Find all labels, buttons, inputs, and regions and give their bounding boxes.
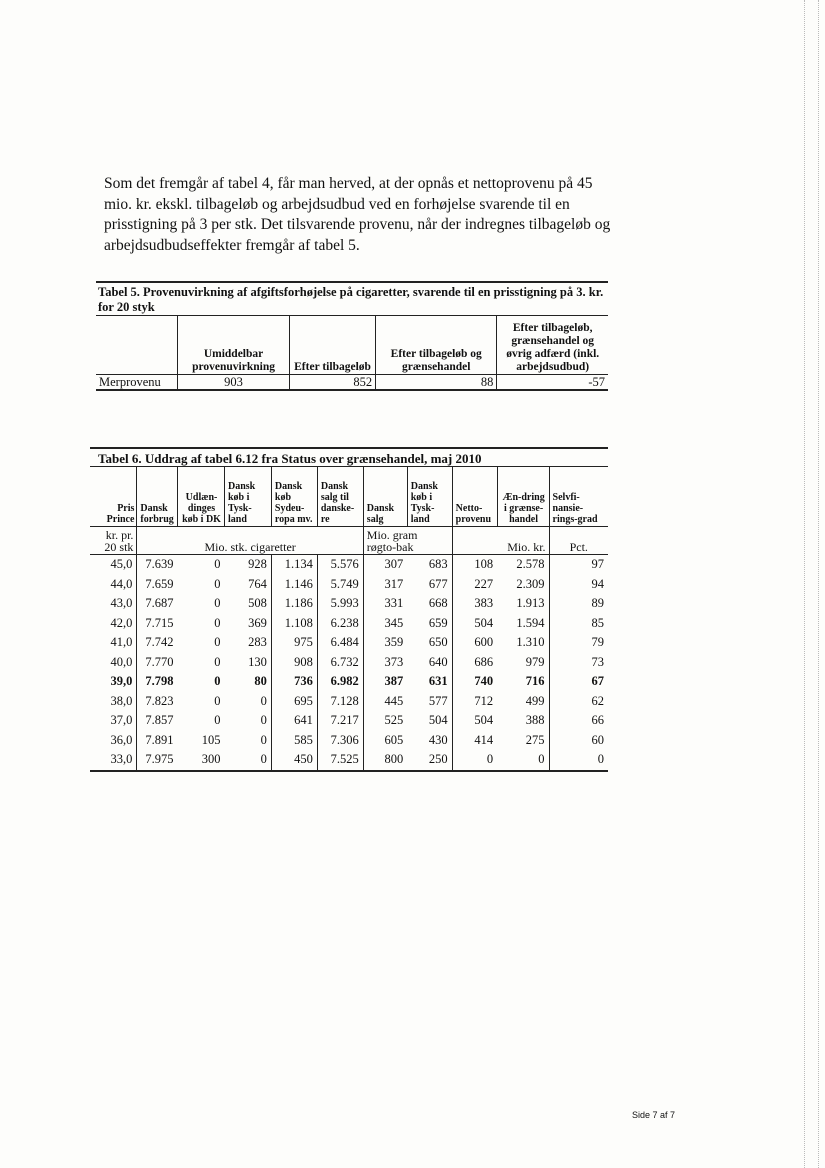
table-cell: 0 (452, 750, 497, 771)
table-cell: 7.770 (137, 653, 178, 673)
table-cell: 6.982 (317, 672, 363, 692)
table-cell: 695 (271, 692, 317, 712)
table-cell: 659 (428, 615, 448, 630)
table-cell: 764 (248, 576, 267, 591)
table-cell: 508 (248, 596, 267, 610)
table-row (90, 614, 608, 634)
table-cell: 0 (214, 693, 221, 708)
table-cell: 7.687 (137, 594, 178, 614)
table-cell: 577 (428, 693, 448, 708)
table-cell: 80 (254, 674, 267, 688)
table-5-row-label: Merprovenu (96, 375, 178, 391)
table-cell: 60 (549, 731, 608, 751)
table-cell: 0 (260, 693, 267, 708)
table-cell: 85 (549, 614, 608, 634)
table-cell: 6.732 (317, 653, 363, 673)
page-edge-line (818, 0, 819, 1168)
table-cell: 275 (525, 732, 545, 747)
table-cell: 0 (214, 713, 221, 727)
table-cell: 525 (363, 711, 407, 731)
table-6-header-cell: Netto-provenu (452, 467, 497, 527)
price-cell: 39,0 (110, 674, 133, 688)
price-cell: 41,0 (110, 635, 133, 649)
table-6-title: Tabel 6. Uddrag af tabel 6.12 fra Status over grænsehandel, maj 2010 (90, 448, 608, 467)
table-cell: 2.578 (516, 557, 545, 571)
table-cell: 0 (214, 596, 221, 610)
table-cell: 716 (525, 674, 545, 688)
table-cell: 908 (271, 653, 317, 673)
table-6-header-cell: Pris Prince (90, 467, 137, 527)
table-cell: 7.891 (137, 731, 178, 751)
table-5-cell: 903 (178, 375, 290, 391)
table-cell: 6.238 (317, 614, 363, 634)
table-cell: 504 (428, 713, 448, 727)
table-cell: 105 (201, 732, 221, 747)
table-row (90, 555, 608, 575)
price-cell: 40,0 (110, 654, 133, 669)
table-cell: 1.108 (271, 614, 317, 634)
table-cell: 0 (260, 713, 267, 727)
table-5-cell: 88 (376, 375, 497, 391)
table-cell: 388 (525, 713, 545, 727)
table-6-header-cell: Dansk køb i Tysk-land (407, 467, 452, 527)
price-cell: 38,0 (110, 693, 133, 708)
table-row (90, 731, 608, 751)
table-cell: 979 (525, 654, 545, 669)
table-cell: 387 (363, 672, 407, 692)
table-cell: 504 (452, 614, 497, 634)
table-cell: 605 (363, 731, 407, 751)
table-cell: 640 (428, 654, 448, 669)
table-cell: 712 (452, 692, 497, 712)
table-cell: 79 (549, 633, 608, 653)
table-cell: 7.659 (137, 575, 178, 595)
table-cell: 7.128 (317, 692, 363, 712)
table-cell: 283 (248, 635, 267, 649)
table-cell: 1.146 (271, 575, 317, 595)
table-5-header-cell: Efter tilbageløb (289, 316, 375, 375)
table-cell: 499 (525, 693, 545, 708)
table-cell: 414 (452, 731, 497, 751)
table-cell: 585 (271, 731, 317, 751)
table-6-header-cell: Dansk salg til danske-re (317, 467, 363, 527)
table-6-body (90, 555, 608, 771)
table-6-header-cell: Dansk køb Sydeu-ropa mv. (271, 467, 317, 527)
table-6-header-cell: Selvfi-nansie-rings-grad (549, 467, 608, 527)
table-5-header-cell (96, 316, 178, 375)
unit-price: kr. pr. 20 stk (90, 527, 137, 555)
table-cell: 0 (497, 750, 549, 771)
table-cell: 445 (363, 692, 407, 712)
table-cell: 89 (549, 594, 608, 614)
table-cell: 0 (214, 674, 221, 688)
table-cell: 686 (452, 653, 497, 673)
table-cell: 650 (428, 635, 448, 649)
table-cell: 0 (214, 654, 221, 669)
table-cell: 94 (549, 575, 608, 595)
table-cell: 7.217 (317, 711, 363, 731)
table-6-header-cell: Udlæn-dinges køb i DK (178, 467, 225, 527)
table-cell: 7.823 (137, 692, 178, 712)
table-cell: 736 (271, 672, 317, 692)
table-5-header-cell: Efter tilbageløb, grænsehandel og øvrig adfærd (inkl. arbejdsudbud) (497, 316, 608, 375)
unit-pct: Pct. (549, 527, 608, 555)
price-cell: 43,0 (110, 596, 133, 610)
table-cell: 62 (549, 692, 608, 712)
price-cell: 45,0 (110, 557, 133, 571)
table-cell: 5.576 (317, 555, 363, 575)
price-cell: 33,0 (90, 750, 137, 771)
table-cell: 317 (363, 575, 407, 595)
table-cell: 369 (248, 615, 267, 630)
table-cell: 6.484 (317, 633, 363, 653)
table-cell: 0 (260, 732, 267, 747)
table-6-header-cell: Dansk salg (363, 467, 407, 527)
table-row (90, 692, 608, 712)
table-5-header-row (96, 316, 608, 375)
table-row (90, 653, 608, 673)
table-6-units-row (90, 527, 608, 555)
table-cell: 7.525 (317, 750, 363, 771)
table-row (90, 711, 608, 731)
table-cell: 430 (428, 732, 448, 747)
table-cell: 928 (248, 557, 267, 571)
table-6-header-cell: Æn-dring i grænse-handel (497, 467, 549, 527)
table-cell: 740 (452, 672, 497, 692)
table-cell: 7.306 (317, 731, 363, 751)
table-5 (96, 281, 608, 391)
table-cell: 331 (363, 594, 407, 614)
table-cell: 0 (214, 576, 221, 591)
table-cell: 0 (214, 615, 221, 630)
table-cell: 5.749 (317, 575, 363, 595)
table-cell: 383 (452, 594, 497, 614)
unit-cigarettes: Mio. stk. cigaretter (137, 527, 363, 555)
price-cell: 36,0 (110, 732, 133, 747)
price-cell: 42,0 (110, 615, 133, 630)
table-cell: 1.310 (516, 635, 545, 649)
table-cell: 373 (363, 653, 407, 673)
table-cell: 1.134 (271, 555, 317, 575)
table-5-header-cell: Umiddelbar provenuvirkning (178, 316, 290, 375)
table-6-header-cell: Dansk forbrug (137, 467, 178, 527)
table-cell: 683 (428, 557, 448, 571)
table-cell: 677 (428, 576, 448, 591)
table-cell: 7.639 (137, 555, 178, 575)
table-cell: 345 (363, 614, 407, 634)
table-cell: 97 (549, 555, 608, 575)
table-cell: 1.186 (271, 594, 317, 614)
table-cell: 7.798 (137, 672, 178, 692)
table-cell: 0 (224, 750, 271, 771)
table-row (90, 672, 608, 692)
price-cell: 44,0 (110, 576, 133, 591)
table-cell: 67 (549, 672, 608, 692)
table-6-header-row (90, 467, 608, 527)
table-cell: 2.309 (516, 576, 545, 591)
table-5-cell: 852 (289, 375, 375, 391)
table-cell: 1.913 (516, 596, 545, 610)
table-cell: 130 (248, 654, 267, 669)
table-cell: 359 (363, 633, 407, 653)
table-row (90, 594, 608, 614)
page-edge-line (804, 0, 805, 1168)
table-row (96, 375, 608, 391)
table-5-header-cell: Efter tilbageløb og grænsehandel (376, 316, 497, 375)
table-cell: 7.975 (137, 750, 178, 771)
unit-money: Mio. kr. (452, 527, 549, 555)
table-cell: 300 (178, 750, 225, 771)
table-cell: 668 (428, 596, 448, 610)
table-5-cell: -57 (497, 375, 608, 391)
table-6-header-cell: Dansk køb i Tysk-land (224, 467, 271, 527)
table-cell: 307 (363, 555, 407, 575)
intro-paragraph: Som det fremgår af tabel 4, får man herved, at der opnås et nettoprovenu på 45 mio. kr. ekskl. tilbageløb og arbejdsudbud ved en forhøjelse svarende til en prisstigning på 3 per stk. Det tilsvarende provenu, når der indregnes tilbageløb og arbejdsudbudseffekter fremgår af tabel 5. (104, 175, 611, 254)
table-cell: 0 (214, 557, 221, 571)
table-cell: 631 (428, 674, 448, 688)
table-row (90, 633, 608, 653)
table-cell: 800 (363, 750, 407, 771)
table-cell: 975 (271, 633, 317, 653)
price-cell: 37,0 (110, 713, 133, 727)
table-row (90, 575, 608, 595)
table-cell: 5.993 (317, 594, 363, 614)
page-footer: Side 7 af 7 (632, 1110, 676, 1120)
table-cell: 7.742 (137, 633, 178, 653)
table-cell: 641 (271, 711, 317, 731)
table-cell: 73 (549, 653, 608, 673)
table-row (90, 750, 608, 771)
table-cell: 504 (452, 711, 497, 731)
table-cell: 0 (214, 635, 221, 649)
table-cell: 600 (452, 633, 497, 653)
table-cell: 108 (452, 555, 497, 575)
unit-tobacco: Mio. gram røgto-bak (363, 527, 452, 555)
table-cell: 66 (549, 711, 608, 731)
table-cell: 450 (271, 750, 317, 771)
table-cell: 7.857 (137, 711, 178, 731)
table-cell: 1.594 (516, 615, 545, 630)
table-cell: 227 (452, 575, 497, 595)
table-6 (90, 447, 608, 772)
table-cell: 0 (549, 750, 608, 771)
table-cell: 250 (407, 750, 452, 771)
table-cell: 7.715 (137, 614, 178, 634)
table-5-title: Tabel 5. Provenuvirkning af afgiftsforhøjelse på cigaretter, svarende til en prisstigning på 3. kr. for 20 styk (96, 282, 608, 316)
